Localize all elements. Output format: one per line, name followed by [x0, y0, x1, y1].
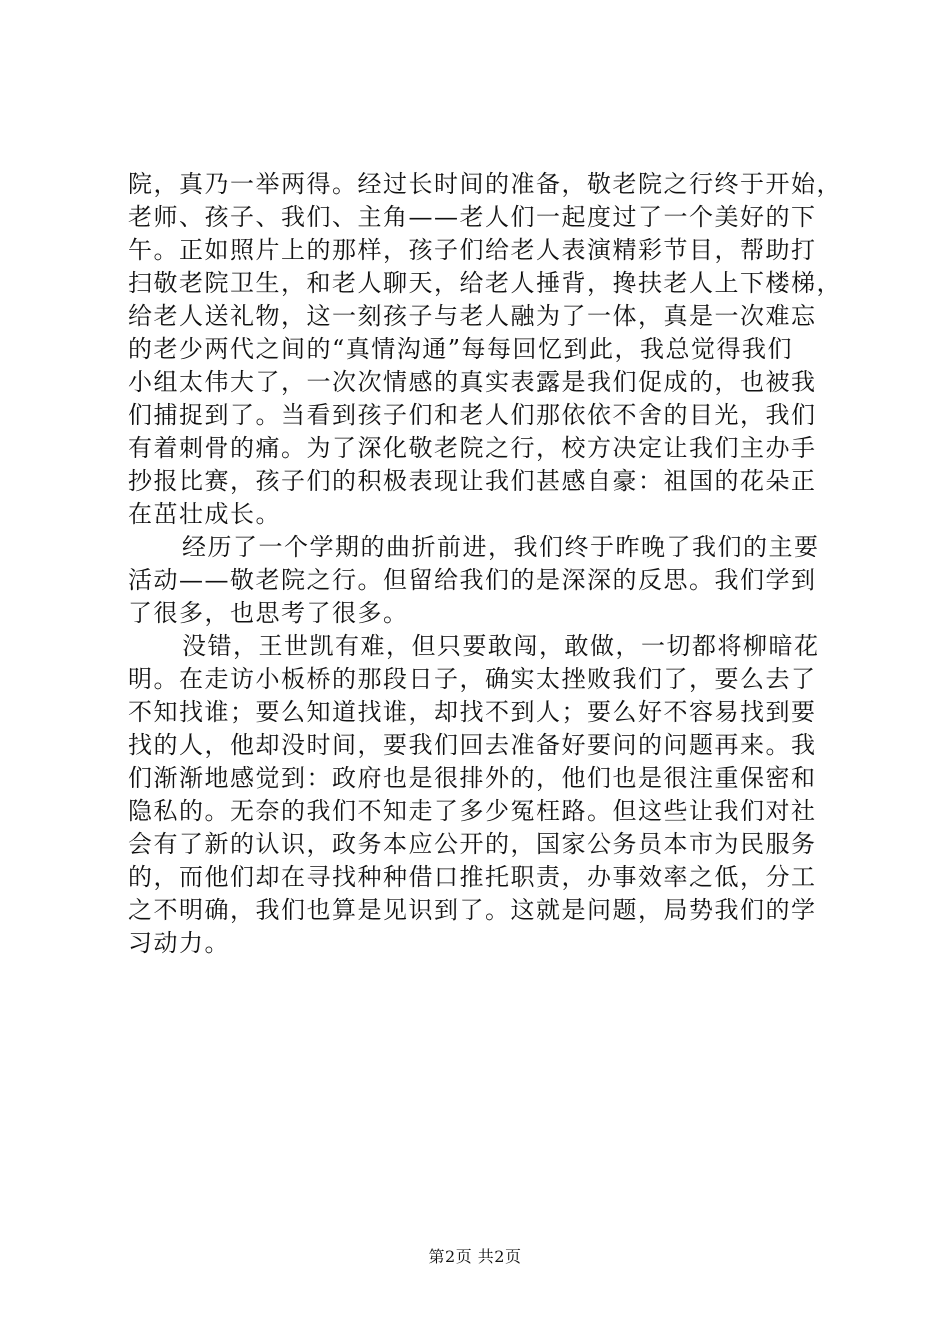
text-line: 没错，王世凯有难，但只要敢闯，敢做，一切都将柳暗花 [182, 632, 820, 660]
text-line: 活动——敬老院之行。但留给我们的是深深的反思。我们学到 [128, 566, 817, 594]
page-number-footer: 第2页 共2页 [428, 1247, 522, 1266]
text-line: 了很多，也思考了很多。 [128, 599, 409, 627]
text-line: 之不明确，我们也算是见识到了。这就是问题，局势我们的学 [128, 896, 817, 924]
text-line: 不知找谁；要么知道找谁，却找不到人；要么好不容易找到要 [128, 698, 817, 726]
text-line: 们捕捉到了。当看到孩子们和老人们那依依不舍的目光，我们 [128, 401, 817, 429]
text-line: 扫敬老院卫生，和老人聊天，给老人捶背，搀扶老人上下楼梯， [128, 269, 842, 297]
text-line: 隐私的。无奈的我们不知走了多少冤枉路。但这些让我们对社 [128, 797, 817, 825]
text-line: 习动力。 [128, 929, 230, 957]
text-line: 给老人送礼物，这一刻孩子与老人融为了一体，真是一次难忘 [128, 302, 817, 330]
text-line: 的，而他们却在寻找种种借口推托职责，办事效率之低，分工 [128, 863, 817, 891]
text-line: 经历了一个学期的曲折前进，我们终于昨晚了我们的主要 [182, 533, 820, 561]
text-line: 的老少两代之间的“真情沟通”每每回忆到此，我总觉得我们 [128, 335, 794, 363]
body-text [128, 168, 842, 960]
text-line: 抄报比赛，孩子们的积极表现让我们甚感自豪：祖国的花朵正 [128, 467, 817, 495]
text-line: 小组太伟大了，一次次情感的真实表露是我们促成的，也被我 [128, 368, 817, 396]
paragraph-2 [128, 531, 828, 630]
text-line: 找的人，他却没时间，要我们回去准备好要问的问题再来。我 [128, 731, 817, 759]
paragraph-1 [128, 168, 842, 531]
paragraph-3 [128, 630, 828, 960]
text-line: 老师、孩子、我们、主角——老人们一起度过了一个美好的下 [128, 203, 817, 231]
text-line: 们渐渐地感觉到：政府也是很排外的，他们也是很注重保密和 [128, 764, 817, 792]
text-line: 有着刺骨的痛。为了深化敬老院之行，校方决定让我们主办手 [128, 434, 817, 462]
text-line: 午。正如照片上的那样，孩子们给老人表演精彩节目，帮助打 [128, 236, 817, 264]
text-line: 会有了新的认识，政务本应公开的，国家公务员本市为民服务 [128, 830, 817, 858]
text-line: 明。在走访小板桥的那段日子，确实太挫败我们了，要么去了 [128, 665, 817, 693]
text-line: 在茁壮成长。 [128, 500, 281, 528]
text-line: 院，真乃一举两得。经过长时间的准备，敬老院之行终于开始， [128, 170, 842, 198]
